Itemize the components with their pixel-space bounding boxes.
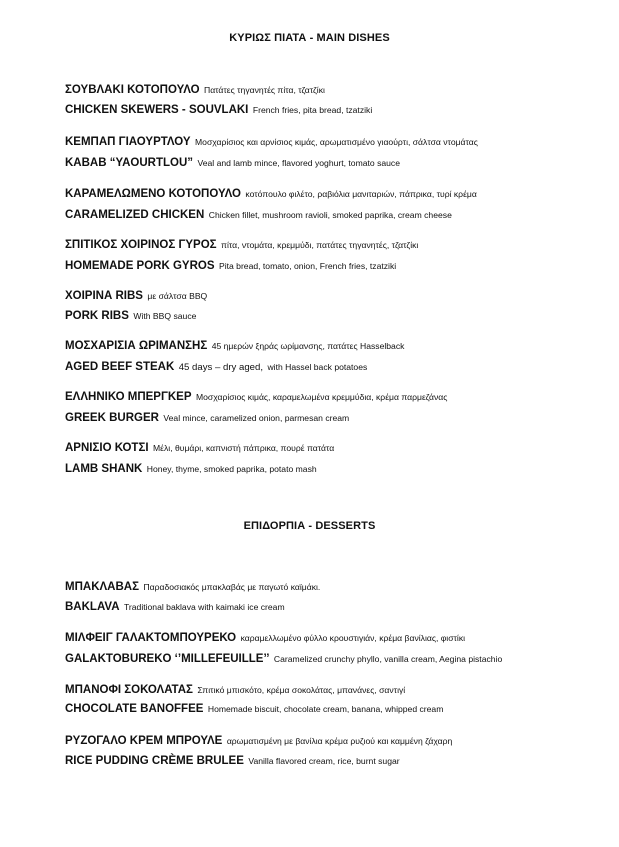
dish-desc-en: With BBQ sauce (133, 311, 197, 321)
dish-name-gr: ΜΙΛΦΕΙΓ ΓΑΛΑΚΤΟΜΠΟΥΡΕΚΟ (65, 632, 237, 644)
dish-desc-en: Traditional baklava with kaimaki ice cream (123, 602, 285, 612)
dish-desc-gr: αρωματισμένη με βανίλια κρέμα ρυζιού και καμμένη ζάχαρη (226, 736, 453, 746)
dish-desc-en: Caramelized crunchy phyllo, vanilla cream, Aegina pistachio (273, 654, 503, 664)
dish-name-en: CARAMELIZED CHICKEN (65, 209, 205, 221)
menu-item-en (65, 651, 502, 666)
menu-item-en (65, 359, 367, 375)
dish-name-gr: ΜΟΣΧΑΡΙΣΙΑ ΩΡΙΜΑΝΣΗΣ (65, 340, 208, 352)
menu-item-en (65, 410, 349, 425)
menu-item-gr (65, 440, 334, 455)
dish-name-gr: ΧΟΙΡΙΝΑ RIBS (65, 290, 143, 302)
dish-name-gr: ΣΠΙΤΙΚΟΣ ΧΟΙΡΙΝΟΣ ΓΥΡΟΣ (65, 239, 217, 251)
dish-desc-gr: καραμελλωμένο φύλλο κρουστιγιάν, κρέμα βανίλιας, φιστίκι (240, 633, 466, 643)
menu-item-en (65, 258, 396, 273)
menu-item-gr (65, 733, 452, 748)
dish-desc-gr: με σάλτσα BBQ (147, 291, 208, 301)
dish-name-gr: ΚΕΜΠΑΠ ΓΙΑΟΥΡΤΛΟΥ (65, 136, 191, 148)
dish-desc-en: Honey, thyme, smoked paprika, potato mash (146, 464, 317, 474)
menu-item-gr (65, 186, 477, 201)
menu-item-gr (65, 288, 207, 303)
dish-name-en: LAMB SHANK (65, 463, 143, 475)
dish-desc-en: Chicken fillet, mushroom ravioli, smoked paprika, cream cheese (208, 210, 452, 220)
dish-name-en: PORK RIBS (65, 310, 129, 322)
menu-item-gr (65, 579, 320, 594)
dish-desc-gr: κοτόπουλο φιλέτο, ραβιόλια μανιταριών, πάπρικα, τυρί κρέμα (245, 189, 477, 199)
menu-item-gr (65, 682, 405, 697)
dish-desc-en: Veal mince, caramelized onion, parmesan cream (163, 413, 350, 423)
dish-desc-en: Veal and lamb mince, flavored yoghurt, tomato sauce (197, 158, 400, 168)
menu-item-en (65, 753, 400, 768)
dish-desc-en: French fries, pita bread, tzatziki (252, 105, 373, 115)
menu-item-en (65, 701, 443, 716)
desserts-title: ΕΠΙΔΟΡΠΙΑ - DESSERTS (243, 520, 376, 532)
dish-desc-en-extra: with Hassel back potatoes (267, 362, 368, 372)
dish-desc-en: Pita bread, tomato, onion, French fries, tzatziki (218, 261, 397, 271)
dish-name-gr: ΜΠΑΚΛΑΒΑΣ (65, 581, 139, 593)
dish-desc-gr: 45 ημερών ξηράς ωρίμανσης, πατάτες Hasselback (211, 341, 405, 351)
dish-name-en: GALAKTOBUREKO ‘’MILLEFEUILLE’’ (65, 653, 270, 665)
dish-name-en: RICE PUDDING CRÈME BRULEE (65, 755, 244, 767)
dish-desc-en: Vanilla flavored cream, rice, burnt sugar (248, 756, 400, 766)
dish-desc-gr: πίτα, ντομάτα, κρεμμύδι, πατάτες τηγανητές, τζατζίκι (221, 240, 419, 250)
dish-desc-gr: Παραδοσιακός μπακλαβάς με παγωτό καϊμάκι. (143, 582, 321, 592)
dish-name-gr: ΣΟΥΒΛΑΚΙ ΚΟΤΟΠΟΥΛΟ (65, 84, 200, 96)
dish-name-gr: ΡΥΖΟΓΑΛΟ ΚΡΕΜ ΜΠΡΟΥΛΕ (65, 735, 223, 747)
menu-item-en (65, 207, 452, 222)
menu-item-gr (65, 82, 325, 97)
dish-name-en: BAKLAVA (65, 601, 120, 613)
dish-desc-gr: Μοσχαρίσιος και αρνίσιος κιμάς, αρωματισμένο γιαούρτι, σάλτσα ντομάτας (195, 137, 478, 147)
dish-desc-en: 45 days – dry aged, (178, 362, 263, 373)
dish-name-en: CHOCOLATE BANOFFEE (65, 703, 204, 715)
dish-name-gr: ΑΡΝΙΣΙΟ ΚΟΤΣΙ (65, 442, 149, 454)
dish-desc-gr: Μοσχαρίσιος κιμάς, καραμελωμένα κρεμμύδια, κρέμα παρμεζάνας (195, 392, 448, 402)
menu-item-gr (65, 237, 418, 252)
dish-name-en: KABAB “YAOURTLOU” (65, 157, 193, 169)
menu-item-en (65, 461, 317, 476)
main-dishes-title: ΚΥΡΙΩΣ ΠΙΑΤΑ - MAIN DISHES (229, 32, 390, 44)
menu-item-en (65, 155, 400, 170)
dish-name-gr: ΜΠΑΝΟΦΙ ΣΟΚΟΛΑΤΑΣ (65, 684, 193, 696)
menu-item-gr (65, 338, 404, 353)
menu-item-en (65, 599, 285, 614)
menu-item-en (65, 308, 196, 323)
dish-name-gr: ΚΑΡΑΜΕΛΩΜΕΝΟ ΚΟΤΟΠΟΥΛΟ (65, 188, 241, 200)
dish-name-gr: ΕΛΛΗΝΙΚΟ ΜΠΕΡΓΚΕΡ (65, 391, 192, 403)
dish-name-en: GREEK BURGER (65, 412, 159, 424)
dish-name-en: HOMEMADE PORK GYROS (65, 260, 215, 272)
dish-desc-gr: Μέλι, θυμάρι, καπνιστή πάπρικα, πουρέ πατάτα (153, 443, 335, 453)
dish-desc-en: Homemade biscuit, chocolate cream, banana, whipped cream (207, 704, 444, 714)
dish-desc-gr: Σπιτικό μπισκότο, κρέμα σοκολάτας, μπανάνες, σαντιγί (197, 685, 406, 695)
dish-name-en: CHICKEN SKEWERS - SOUVLAKI (65, 104, 249, 116)
dish-name-en: AGED BEEF STEAK (65, 361, 175, 373)
menu-item-gr (65, 134, 478, 149)
dish-desc-gr: Πατάτες τηγανητές πίτα, τζατζίκι (203, 85, 325, 95)
menu-item-en (65, 102, 372, 117)
menu-item-gr (65, 389, 447, 404)
menu-item-gr (65, 630, 465, 645)
